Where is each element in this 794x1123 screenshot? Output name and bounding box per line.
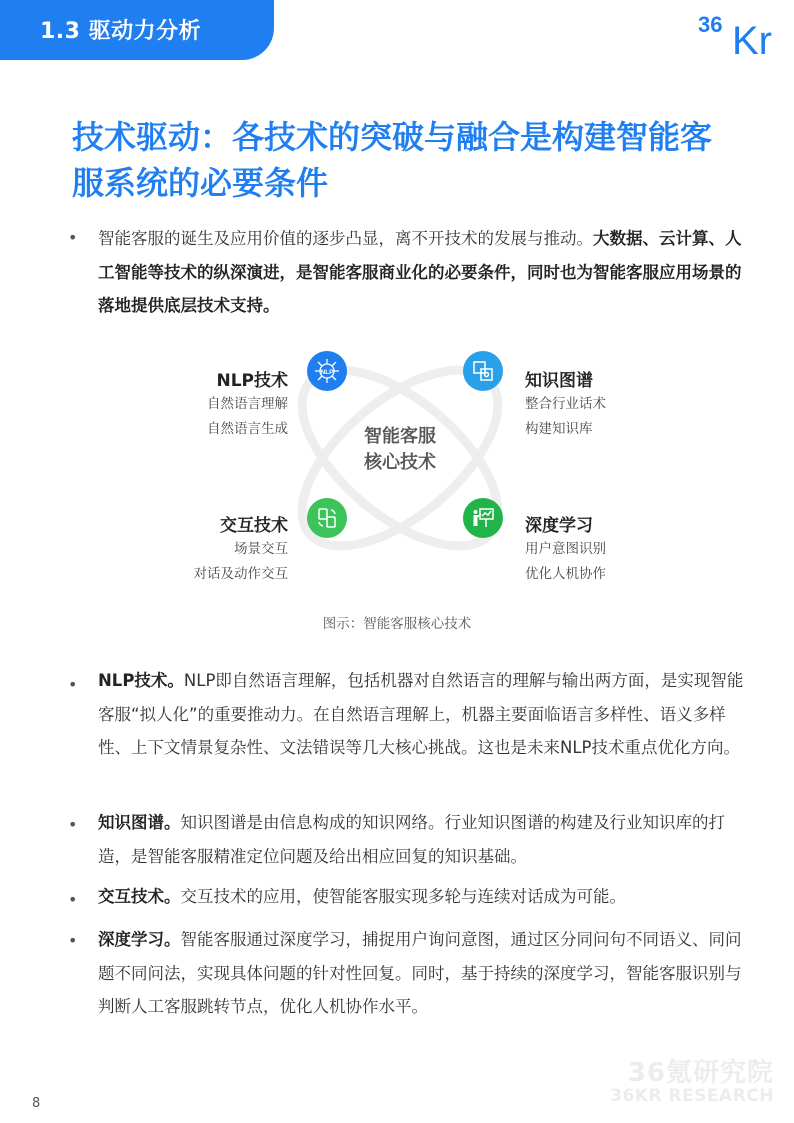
center-line-2: 核心技术 — [364, 452, 436, 473]
node-item: 自然语言理解 — [207, 396, 288, 412]
bullet-dot: • — [68, 815, 78, 834]
node-title-deep-learning: 深度学习 — [525, 516, 593, 536]
section-title: 1.3 驱动力分析 — [40, 19, 202, 44]
node-items-nlp — [150, 392, 288, 442]
node-item: 自然语言生成 — [207, 421, 288, 437]
bullet-title: 交互技术。 — [98, 887, 181, 906]
bullet-interaction — [98, 880, 746, 914]
node-item: 整合行业话术 — [525, 396, 606, 412]
bullet-dot: • — [68, 931, 78, 950]
node-item: 对话及动作交互 — [193, 566, 288, 582]
watermark-en: 36KR RESEARCH — [610, 1086, 774, 1106]
bullet-title: 知识图谱。 — [98, 813, 181, 832]
intro-bold-text: 大数据、云计算、人工智能等技术的纵深演进，是智能客服商业化的必要条件，同时也为智能客服应用场景的落地提供底层技术支持。 — [98, 229, 742, 315]
bullet-knowledge-graph — [98, 806, 746, 873]
bullet-text: 知识图谱是由信息构成的知识网络。行业知识图谱的构建及行业知识库的打造，是智能客服精准定位问题及给出相应回复的知识基础。 — [98, 813, 725, 866]
intro-paragraph — [98, 222, 746, 323]
bullet-deep-learning — [98, 923, 746, 1024]
node-items-deep-learning — [525, 537, 665, 587]
bullet-dot: • — [68, 675, 78, 694]
page-headline: 技术驱动：各技术的突破与融合是构建智能客服系统的必要条件 — [72, 118, 713, 202]
svg-text:NLP: NLP — [320, 369, 334, 376]
center-line-1: 智能客服 — [364, 426, 436, 447]
node-item: 场景交互 — [234, 541, 288, 557]
bullet-dot: • — [68, 228, 78, 247]
bullet-nlp — [98, 664, 746, 765]
nlp-network-icon — [307, 351, 347, 391]
svg-text:Kr: Kr — [732, 19, 772, 56]
node-item: 构建知识库 — [525, 421, 593, 437]
node-items-knowledge — [525, 392, 665, 442]
bullet-title: NLP技术。 — [98, 671, 184, 690]
bullet-text: NLP即自然语言理解，包括机器对自然语言的理解与输出两方面，是实现智能客服“拟人化”的重要推动力。在自然语言理解上，机器主要面临语言多样性、语义多样性、上下文情景复杂性、文法错误等几大核心挑战。这也是未来NLP技术重点优化方向。 — [98, 671, 744, 757]
section-header-bar — [0, 0, 274, 60]
bullet-title: 深度学习。 — [98, 930, 181, 949]
core-tech-diagram — [0, 340, 794, 590]
node-title-interaction: 交互技术 — [220, 516, 288, 536]
node-title-nlp: NLP技术 — [216, 371, 288, 391]
bullet-dot: • — [68, 890, 78, 909]
bullet-text: 智能客服通过深度学习，捕捉用户询问意图，通过区分同问句不同语义、同问题不同问法，实现具体问题的针对性回复。同时，基于持续的深度学习，智能客服识别与判断人工客服跳转节点，优化人机协作水平。 — [98, 930, 742, 1016]
node-item: 优化人机协作 — [525, 566, 606, 582]
intro-text: 智能客服的诞生及应用价值的逐步凸显，离不开技术的发展与推动。 — [98, 229, 593, 248]
node-title-knowledge: 知识图谱 — [525, 371, 593, 391]
svg-text:36: 36 — [698, 12, 723, 37]
interaction-icon — [307, 498, 347, 538]
figure-caption: 图示：智能客服核心技术 — [322, 616, 472, 632]
watermark-cn: 36氪研究院 — [627, 1058, 774, 1088]
knowledge-graph-icon — [463, 351, 503, 391]
bullet-text: 交互技术的应用，使智能客服实现多轮与连续对话成为可能。 — [180, 887, 626, 906]
36kr-logo — [688, 6, 788, 56]
teaching-board-icon — [463, 498, 503, 538]
page-number: 8 — [32, 1096, 41, 1111]
node-items-interaction — [150, 537, 288, 587]
node-item: 用户意图识别 — [525, 541, 606, 557]
diagram-center-label — [340, 424, 460, 476]
